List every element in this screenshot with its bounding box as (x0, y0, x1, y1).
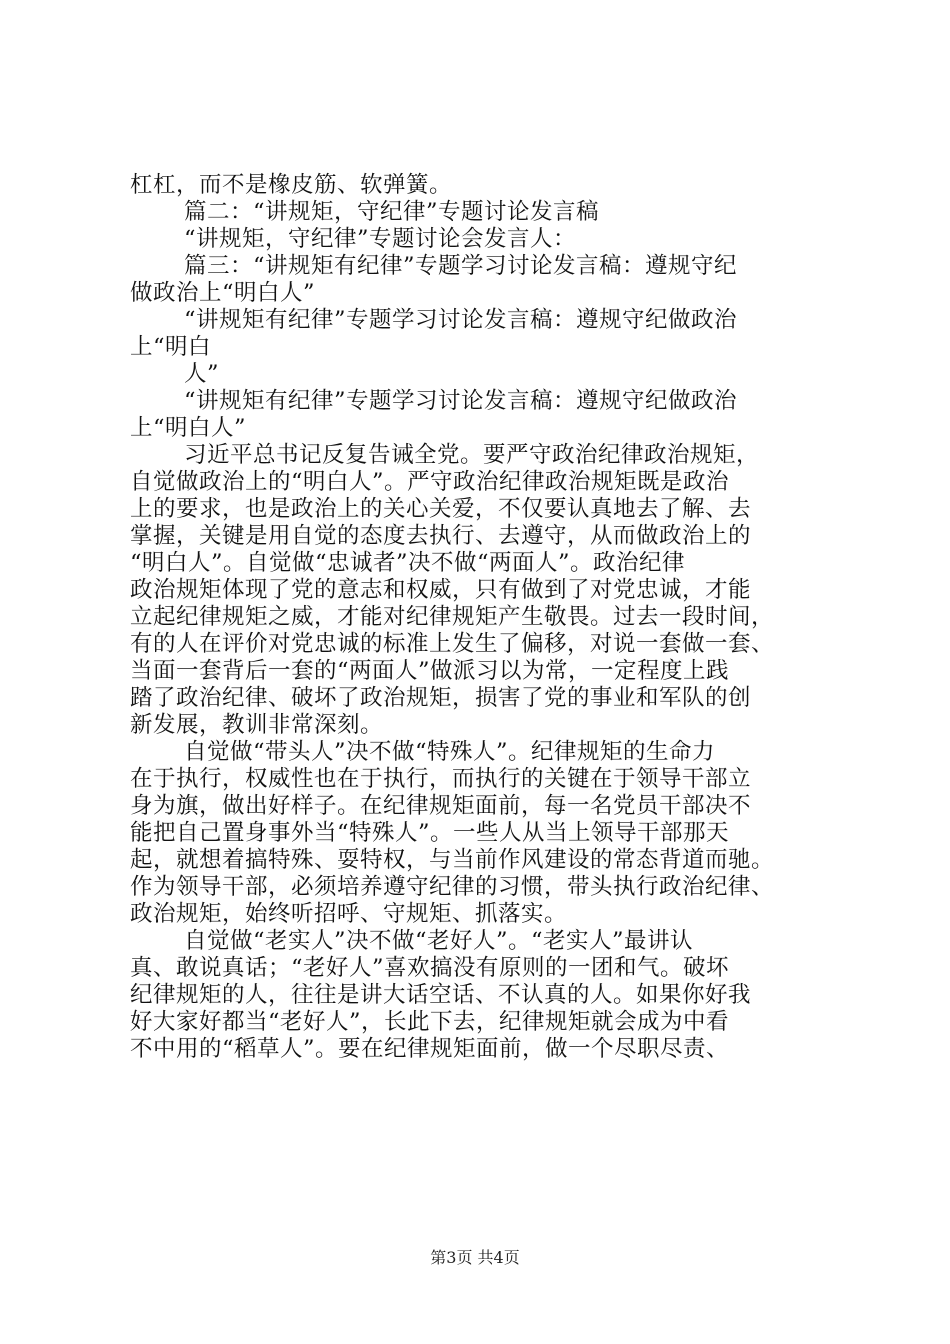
document-body (130, 172, 830, 1063)
text-line: 篇二：“讲规矩，守纪律”专题讨论发言稿 (184, 199, 600, 225)
text-line: 真、敢说真话；“老好人”喜欢搞没有原则的一团和气。破坏 (130, 955, 730, 981)
text-line: 作为领导干部，必须培养遵守纪律的习惯，带头执行政治纪律、 (130, 874, 775, 900)
text-line: 自觉做政治上的“明白人”。严守政治纪律政治规矩既是政治 (130, 469, 730, 495)
text-line: 能把自己置身事外当“特殊人”。一些人从当上领导干部那天 (130, 820, 730, 846)
text-line: 做政治上“明白人” (130, 280, 316, 306)
text-line: 篇三：“讲规矩有纪律”专题学习讨论发言稿：遵规守纪 (184, 253, 738, 279)
page-footer: 第3页 共4页 (430, 1248, 520, 1267)
text-line: 新发展，教训非常深刻。 (130, 712, 384, 738)
text-line: 在于执行，权威性也在于执行，而执行的关键在于领导干部立 (130, 766, 752, 792)
text-line: 政治规矩，始终听招呼、守规矩、抓落实。 (130, 901, 568, 927)
text-line: 起，就想着搞特殊、耍特权，与当前作风建设的常态背道而驰。 (130, 847, 775, 873)
text-line: “讲规矩，守纪律”专题讨论会发言人： (184, 226, 577, 252)
text-line: “讲规矩有纪律”专题学习讨论发言稿：遵规守纪做政治 (184, 388, 738, 414)
text-line: 自觉做“带头人”决不做“特殊人”。纪律规矩的生命力 (184, 739, 716, 765)
text-line: 不中用的“稻草人”。要在纪律规矩面前，做一个尽职尽责、 (130, 1036, 730, 1062)
text-line: 杠杠，而不是橡皮筋、软弹簧。 (130, 172, 453, 198)
text-line: 人” (184, 361, 220, 387)
text-line: 立起纪律规矩之威，才能对纪律规矩产生敬畏。过去一段时间， (130, 604, 775, 630)
text-line: 纪律规矩的人，往往是讲大话空话、不认真的人。如果你好我 (130, 982, 752, 1008)
text-line: 习近平总书记反复告诫全党。要严守政治纪律政治规矩， (184, 442, 760, 468)
text-line: 上“明白 (130, 334, 212, 360)
text-line: 身为旗，做出好样子。在纪律规矩面前，每一名党员干部决不 (130, 793, 752, 819)
text-line: 有的人在评价对党忠诚的标准上发生了偏移，对说一套做一套、 (130, 631, 775, 657)
text-line: 掌握，关键是用自觉的态度去执行、去遵守，从而做政治上的 (130, 523, 752, 549)
text-line: 当面一套背后一套的“两面人”做派习以为常，一定程度上践 (130, 658, 730, 684)
text-line: “讲规矩有纪律”专题学习讨论发言稿：遵规守纪做政治 (184, 307, 738, 333)
text-line: 踏了政治纪律、破坏了政治规矩，损害了党的事业和军队的创 (130, 685, 752, 711)
text-line: “明白人”。自觉做“忠诚者”决不做“两面人”。政治纪律 (130, 550, 686, 576)
text-line: 自觉做“老实人”决不做“老好人”。“老实人”最讲认 (184, 928, 694, 954)
text-line: 上“明白人” (130, 415, 247, 441)
text-line: 上的要求，也是政治上的关心关爱，不仅要认真地去了解、去 (130, 496, 752, 522)
text-line: 政治规矩体现了党的意志和权威，只有做到了对党忠诚，才能 (130, 577, 752, 603)
text-line: 好大家好都当“老好人”，长此下去，纪律规矩就会成为中看 (130, 1009, 730, 1035)
